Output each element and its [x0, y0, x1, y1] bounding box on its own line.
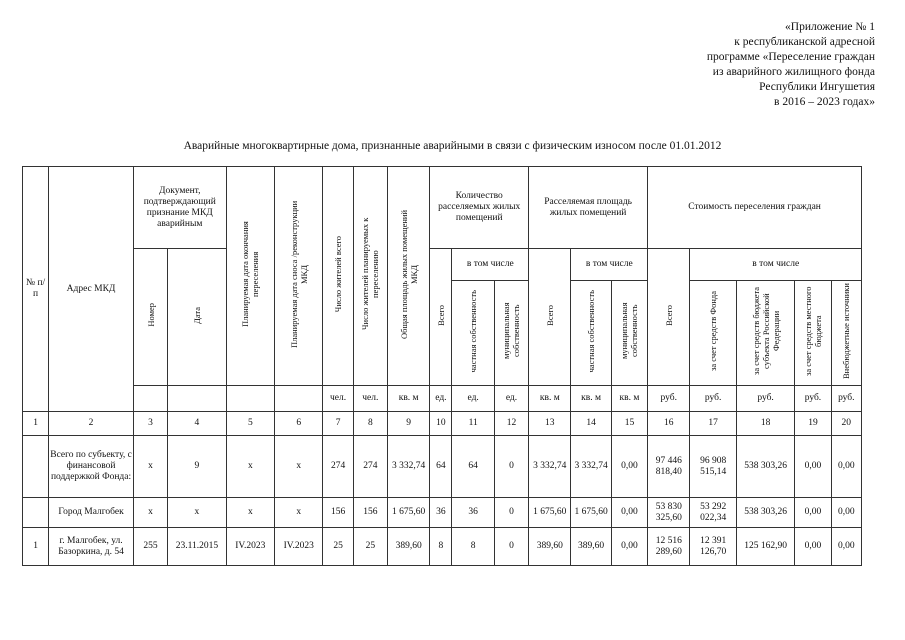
unit-cell: [133, 386, 167, 412]
header-cost-local: [795, 281, 831, 386]
cell: x: [275, 498, 323, 528]
header-residents-planned: [353, 167, 387, 386]
header-planned-demolition: [275, 167, 323, 386]
cell: 538 303,26: [736, 498, 794, 528]
cell: 538 303,26: [736, 436, 794, 498]
header-cost-local-text: за счет средств местного бюджета: [802, 286, 823, 376]
header-cost-total-text: Всего: [663, 304, 674, 326]
col-number: 11: [452, 412, 494, 436]
appendix-line: из аварийного жилищного фонда: [712, 66, 875, 78]
header-cost-extrabudget: [831, 281, 861, 386]
col-number: 15: [611, 412, 647, 436]
cell: 255: [133, 528, 167, 566]
cell: IV.2023: [275, 528, 323, 566]
header-total-area: [387, 167, 429, 386]
unit-cell: кв. м: [571, 386, 611, 412]
cell: 274: [353, 436, 387, 498]
table-row: [23, 436, 862, 498]
cell: 0,00: [611, 528, 647, 566]
cell: Город Малгобек: [49, 498, 134, 528]
header-planned-end-text: Планируемая дата окончания переселения: [240, 221, 261, 327]
cell: 0,00: [831, 498, 861, 528]
cell: 0,00: [611, 436, 647, 498]
appendix-line: «Приложение № 1: [785, 21, 875, 33]
unit-cell: кв. м: [611, 386, 647, 412]
col-number: 1: [23, 412, 49, 436]
header-cost: Стоимость переселения граждан: [648, 167, 862, 249]
col-number: 12: [494, 412, 528, 436]
cell: 156: [353, 498, 387, 528]
unit-cell: кв. м: [529, 386, 571, 412]
cell: [23, 436, 49, 498]
cell: 0,00: [795, 498, 831, 528]
header-area-including: в том числе: [571, 249, 648, 281]
header-premises-private-text: частная собственность: [468, 289, 479, 373]
cell: 0: [494, 528, 528, 566]
col-number: 3: [133, 412, 167, 436]
cell: [23, 498, 49, 528]
unit-cell: [226, 386, 274, 412]
header-premises-private: [452, 281, 494, 386]
cell: IV.2023: [226, 528, 274, 566]
cell: 0,00: [795, 436, 831, 498]
col-number: 17: [690, 412, 736, 436]
unit-cell: ед.: [430, 386, 452, 412]
cell: 36: [452, 498, 494, 528]
header-residents: [323, 167, 353, 386]
cell: 12 391 126,70: [690, 528, 736, 566]
document-title: Аварийные многоквартирные дома, признанные аварийными в связи с физическим износом после 01.01.2012: [183, 140, 722, 152]
header-cost-total: [648, 249, 690, 386]
col-number: 7: [323, 412, 353, 436]
unit-cell: ед.: [494, 386, 528, 412]
cell: 97 446 818,40: [648, 436, 690, 498]
col-number: 8: [353, 412, 387, 436]
header-cost-regional-text: за счет средств бюджета субъекта Российской Федерации: [750, 286, 781, 376]
col-number: 5: [226, 412, 274, 436]
cell: 25: [323, 528, 353, 566]
header-cost-fund: [690, 281, 736, 386]
cell: 0,00: [795, 528, 831, 566]
unit-cell: чел.: [323, 386, 353, 412]
cell: 53 830 325,60: [648, 498, 690, 528]
col-number: 19: [795, 412, 831, 436]
unit-cell: руб.: [831, 386, 861, 412]
cell: 3 332,74: [529, 436, 571, 498]
header-planned-end: [226, 167, 274, 386]
cell: 0,00: [831, 436, 861, 498]
header-document: Документ, подтверждающий признание МКД аварийным: [133, 167, 226, 249]
header-doc-number-text: Номер: [145, 303, 156, 327]
cell: x: [168, 498, 226, 528]
cell: 64: [430, 436, 452, 498]
header-num: № п/п: [23, 167, 49, 412]
cell: 156: [323, 498, 353, 528]
cell: x: [133, 498, 167, 528]
cell: 9: [168, 436, 226, 498]
header-cost-extrabudget-text: Внебюджетные источники: [841, 283, 852, 379]
cell: x: [275, 436, 323, 498]
header-area-total: [529, 249, 571, 386]
cell: 3 332,74: [571, 436, 611, 498]
header-premises-including: в том числе: [452, 249, 529, 281]
header-premises-total: [430, 249, 452, 386]
header-address: Адрес МКД: [49, 167, 134, 412]
cell: 25: [353, 528, 387, 566]
table-row: [23, 528, 862, 566]
appendix-line: программе «Переселение граждан: [706, 51, 875, 63]
col-number: 2: [49, 412, 134, 436]
header-premises-total-text: Всего: [435, 304, 446, 326]
appendix-line: Республики Ингушетия: [759, 81, 875, 93]
header-cost-fund-text: за счет средств Фонда: [708, 291, 719, 371]
cell: 1 675,60: [387, 498, 429, 528]
header-area-resettled: Расселяемая площадь жилых помещений: [529, 167, 648, 249]
cell: 96 908 515,14: [690, 436, 736, 498]
header-planned-demolition-text: Планируемая дата сноса /реконструкции МКД: [288, 200, 309, 348]
header-doc-date: [168, 249, 226, 386]
header-area-total-text: Всего: [544, 304, 555, 326]
cell: 125 162,90: [736, 528, 794, 566]
col-number: 6: [275, 412, 323, 436]
cell: x: [226, 436, 274, 498]
cell: 0: [494, 436, 528, 498]
unit-cell: ед.: [452, 386, 494, 412]
appendix-line: к республиканской адресной: [734, 36, 875, 48]
unit-cell: [275, 386, 323, 412]
cell: 8: [452, 528, 494, 566]
cell: 23.11.2015: [168, 528, 226, 566]
cell: 12 516 289,60: [648, 528, 690, 566]
header-premises-count: Количество расселяемых жилых помещений: [430, 167, 529, 249]
cell: 0: [494, 498, 528, 528]
cell: Всего по субъекту, с финансовой поддержкой Фонда:: [49, 436, 134, 498]
cell: 64: [452, 436, 494, 498]
unit-cell: руб.: [648, 386, 690, 412]
col-number: 16: [648, 412, 690, 436]
housing-table: [22, 166, 862, 566]
col-number: 13: [529, 412, 571, 436]
header-cost-including: в том числе: [690, 249, 862, 281]
cell: 389,60: [571, 528, 611, 566]
cell: 1 675,60: [571, 498, 611, 528]
units-row: [23, 386, 862, 412]
col-number: 10: [430, 412, 452, 436]
header-cost-regional: [736, 281, 794, 386]
unit-cell: кв. м: [387, 386, 429, 412]
cell: г. Малгобек, ул. Базоркина, д. 54: [49, 528, 134, 566]
appendix-line: в 2016 – 2023 годах»: [774, 96, 875, 108]
header-area-private: [571, 281, 611, 386]
header-area-municipal: [611, 281, 647, 386]
col-number: 14: [571, 412, 611, 436]
header-residents-planned-text: Число жителей планируемых к переселению: [360, 217, 381, 331]
unit-cell: руб.: [690, 386, 736, 412]
cell: 389,60: [387, 528, 429, 566]
header-doc-number: [133, 249, 167, 386]
cell: x: [133, 436, 167, 498]
cell: 0,00: [611, 498, 647, 528]
appendix-note: [615, 20, 875, 110]
cell: 0,00: [831, 528, 861, 566]
cell: 389,60: [529, 528, 571, 566]
header-premises-municipal-text: муниципальная собственность: [501, 302, 522, 360]
header-area-private-text: частная собственность: [586, 289, 597, 373]
header-residents-text: Число жителей всего: [333, 235, 344, 313]
cell: 3 332,74: [387, 436, 429, 498]
cell: 8: [430, 528, 452, 566]
header-area-municipal-text: муниципальная собственность: [619, 302, 640, 360]
header-premises-municipal: [494, 281, 528, 386]
column-number-row: [23, 412, 862, 436]
col-number: 18: [736, 412, 794, 436]
unit-cell: руб.: [795, 386, 831, 412]
unit-cell: руб.: [736, 386, 794, 412]
cell: 36: [430, 498, 452, 528]
unit-cell: чел.: [353, 386, 387, 412]
cell: 1 675,60: [529, 498, 571, 528]
col-number: 4: [168, 412, 226, 436]
header-doc-date-text: Дата: [191, 306, 202, 324]
col-number: 20: [831, 412, 861, 436]
cell: x: [226, 498, 274, 528]
cell: 274: [323, 436, 353, 498]
col-number: 9: [387, 412, 429, 436]
table-row: [23, 498, 862, 528]
cell: 1: [23, 528, 49, 566]
header-total-area-text: Общая площадь жилых помещений МКД: [398, 209, 419, 339]
cell: 53 292 022,34: [690, 498, 736, 528]
unit-cell: [168, 386, 226, 412]
